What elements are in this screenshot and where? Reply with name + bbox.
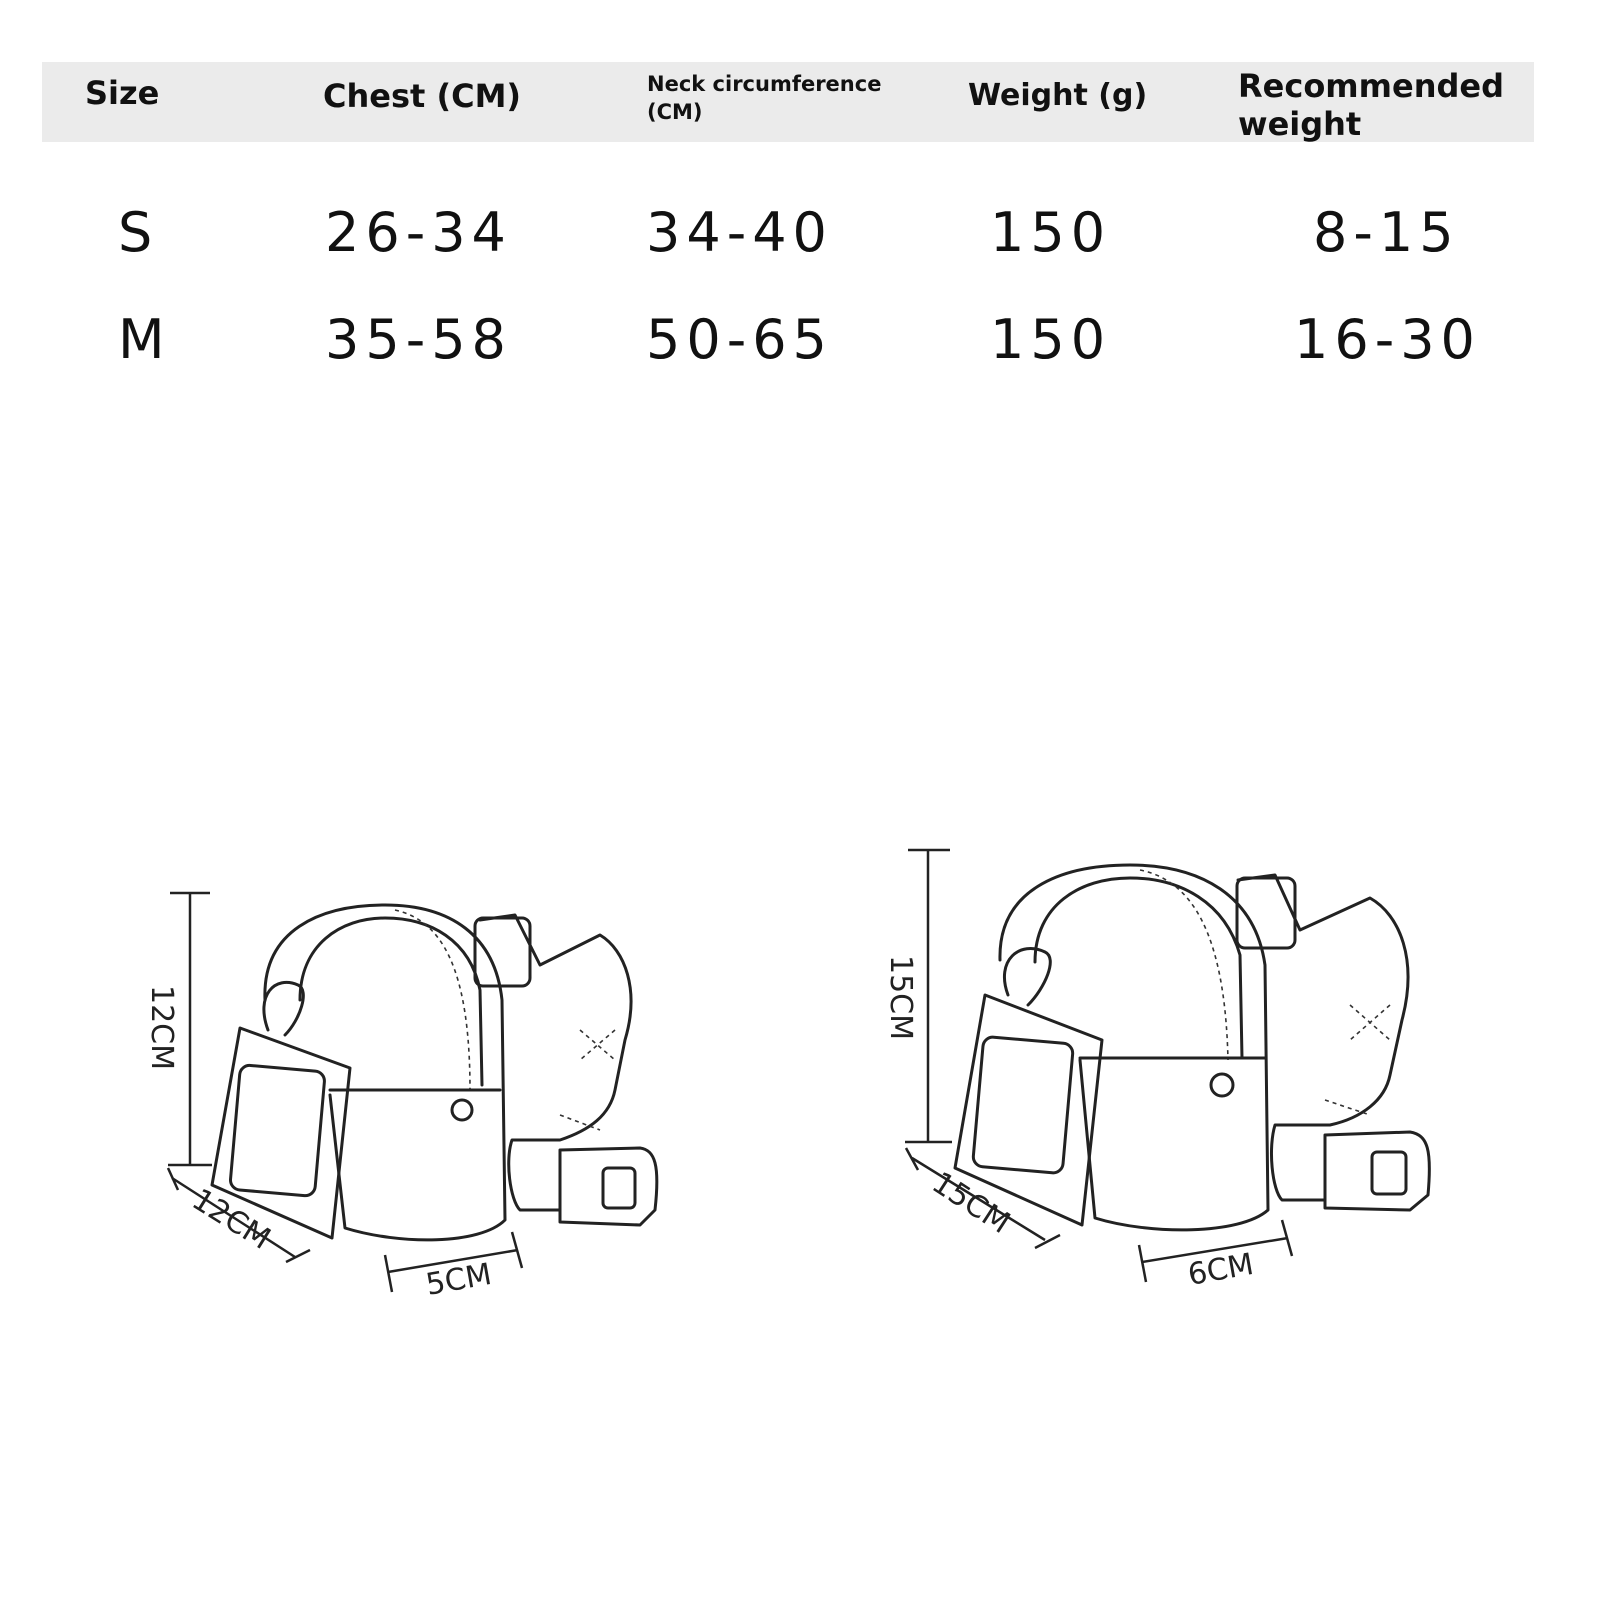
small-height-label: 12CM bbox=[144, 985, 179, 1071]
small-bag-pocket-window bbox=[230, 1065, 326, 1197]
small-bag-handle-icon bbox=[264, 982, 303, 1035]
row-s-neck: 34-40 bbox=[646, 201, 833, 264]
row-s-recommended: 8-15 bbox=[1313, 201, 1460, 264]
row-s-chest: 26-34 bbox=[325, 201, 512, 264]
header-size: Size bbox=[85, 74, 160, 112]
large-bag-zipper bbox=[1140, 870, 1228, 1060]
row-s-size: S bbox=[118, 201, 159, 264]
large-bag-ring-icon bbox=[1211, 1074, 1233, 1096]
row-m-chest: 35-58 bbox=[325, 308, 512, 371]
small-length-tick-a bbox=[168, 1168, 178, 1190]
large-bag-buckle-slot bbox=[1372, 1152, 1406, 1194]
large-bag-side-buckle-icon bbox=[1325, 1132, 1429, 1210]
small-bag-zipper bbox=[395, 910, 470, 1090]
large-depth-tick-a bbox=[1139, 1245, 1146, 1282]
small-bag-strap-stitch bbox=[560, 1030, 615, 1130]
large-bag-handle-icon bbox=[1004, 949, 1050, 1005]
small-bag-side-buckle-icon bbox=[560, 1148, 657, 1225]
large-height-label: 15CM bbox=[883, 955, 918, 1041]
small-bag-drawing bbox=[144, 893, 657, 1303]
row-m-size: M bbox=[118, 308, 171, 371]
small-bag-ring-icon bbox=[452, 1100, 472, 1120]
large-bag-drawing bbox=[883, 850, 1429, 1293]
row-m-weight: 150 bbox=[990, 308, 1112, 371]
small-length-tick-b bbox=[286, 1250, 310, 1262]
header-recommended-weight: Recommended weight bbox=[1238, 67, 1504, 144]
large-length-tick-a bbox=[906, 1148, 918, 1170]
small-length-label: 12CM bbox=[185, 1182, 277, 1257]
large-depth-label: 6CM bbox=[1185, 1246, 1257, 1293]
small-bag-buckle-slot bbox=[603, 1168, 635, 1208]
row-m-neck: 50-65 bbox=[646, 308, 833, 371]
large-bag-pocket-window bbox=[973, 1036, 1074, 1173]
row-m-recommended: 16-30 bbox=[1294, 308, 1481, 371]
header-neck: Neck circumference (CM) bbox=[647, 72, 882, 125]
small-bag-body bbox=[265, 905, 505, 1240]
large-bag-back-arch bbox=[1035, 878, 1242, 1058]
small-depth-tick-a bbox=[385, 1255, 392, 1292]
large-length-label: 15CM bbox=[925, 1165, 1017, 1242]
header-weight: Weight (g) bbox=[968, 78, 1148, 113]
header-chest: Chest (CM) bbox=[323, 77, 522, 115]
row-s-weight: 150 bbox=[990, 201, 1112, 264]
large-bag-body bbox=[1000, 865, 1268, 1230]
small-depth-label: 5CM bbox=[423, 1256, 495, 1303]
